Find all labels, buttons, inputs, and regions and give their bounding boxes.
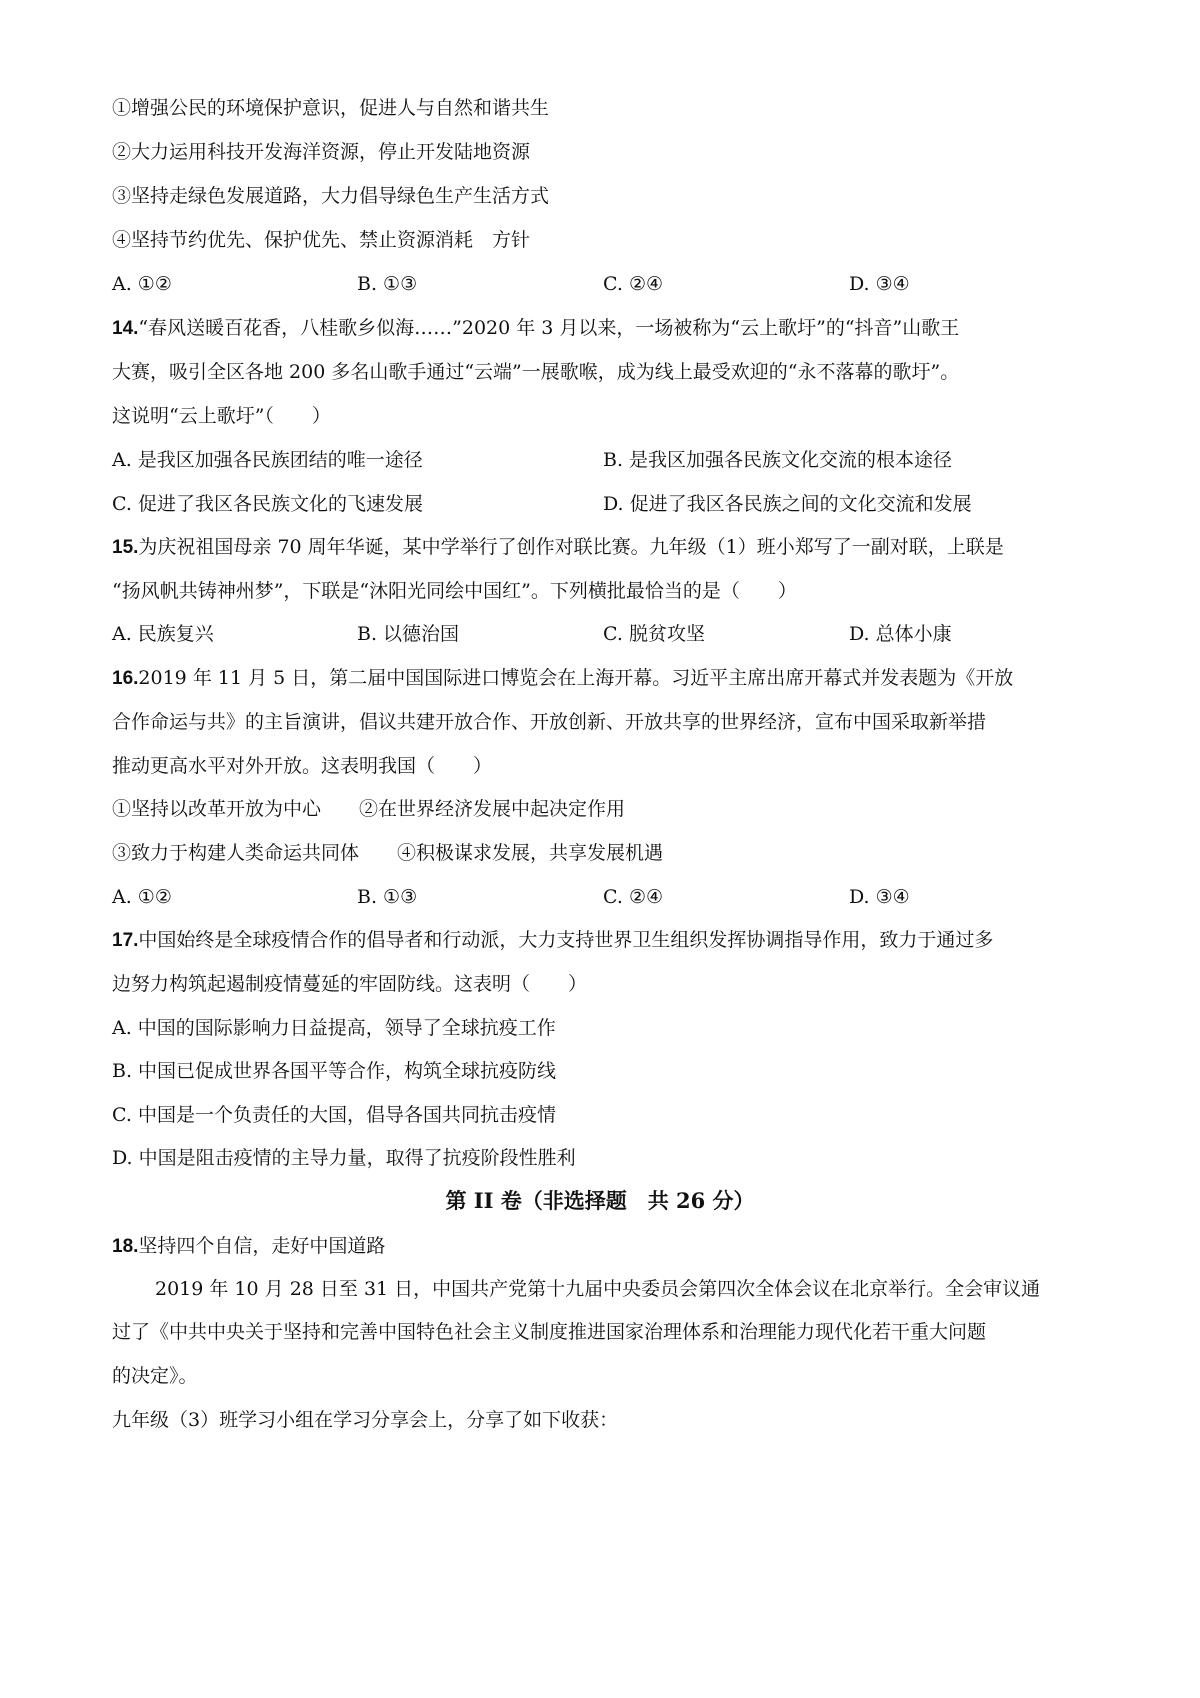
q17-stem-line-1 (112, 928, 993, 953)
q17-number: 17. (112, 930, 139, 951)
q15-stem-text-1: 为庆祝祖国母亲 70 周年华诞，某中学举行了创作对联比赛。九年级（1）班小郑写了一副对联，上联是 (138, 536, 1004, 558)
q18-title: 坚持四个自信，走好中国道路 (138, 1235, 386, 1257)
q17-option-a: A. 中国的国际影响力日益提高，领导了全球抗疫工作 (112, 1017, 556, 1039)
q13-option-b: B. ①③ (357, 273, 418, 295)
q18-title-line (112, 1234, 385, 1259)
q16-stem-text-1: 2019 年 11 月 5 日，第二届中国国际进口博览会在上海开幕。习近平主席出席开幕式并发表题为《开放 (138, 667, 1014, 689)
q14-stem-line-2: 大赛，吸引全区各地 200 多名山歌手通过“云端”一展歌喉，成为线上最受欢迎的“永不落幕的歌圩”。 (112, 361, 960, 383)
q13-option-a: A. ①② (112, 273, 172, 295)
q18-lead-line: 九年级（3）班学习小组在学习分享会上，分享了如下收获： (112, 1409, 619, 1431)
q14-stem-line-3: 这说明“云上歌圩”（ ） (112, 405, 331, 427)
q15-option-a: A. 民族复兴 (112, 623, 214, 645)
q13-item-2: ②大力运用科技开发海洋资源，停止开发陆地资源 (112, 141, 531, 163)
q14-stem-text-1: “春风送暖百花香，八桂歌乡似海……”2020 年 3 月以来，一场被称为“云上歌圩”的“抖音”山歌王 (138, 317, 960, 339)
q16-item-line-1: ①坚持以改革开放为中心 ②在世界经济发展中起决定作用 (112, 798, 626, 820)
q13-item-3: ③坚持走绿色发展道路，大力倡导绿色生产生活方式 (112, 185, 550, 207)
q17-option-c: C. 中国是一个负责任的大国，倡导各国共同抗击疫情 (112, 1104, 556, 1126)
q13-item-4: ④坚持节约优先、保护优先、禁止资源消耗 方针 (112, 229, 531, 251)
section-2-heading: 第 II 卷（非选择题 共 26 分） (445, 1188, 755, 1213)
q13-item-1: ①增强公民的环境保护意识，促进人与自然和谐共生 (112, 97, 550, 119)
q16-stem-line-3: 推动更高水平对外开放。这表明我国（ ） (112, 755, 493, 777)
q14-option-d: D. 促进了我区各民族之间的文化交流和发展 (603, 493, 972, 515)
q14-option-a: A. 是我区加强各民族团结的唯一途径 (112, 449, 423, 471)
q14-number: 14. (112, 318, 139, 339)
q15-option-d: D. 总体小康 (849, 623, 952, 645)
q14-stem-line-1 (112, 316, 959, 341)
q14-option-c: C. 促进了我区各民族文化的飞速发展 (112, 493, 423, 515)
q17-stem-text-1: 中国始终是全球疫情合作的倡导者和行动派，大力支持世界卫生组织发挥协调指导作用，致力于通过多 (138, 929, 994, 951)
q18-para-line-1: 2019 年 10 月 28 日至 31 日，中国共产党第十九届中央委员会第四次全体会议在北京举行。全会审议通 (155, 1278, 1041, 1300)
q18-para-line-2: 过了《中共中央关于坚持和完善中国特色社会主义制度推进国家治理体系和治理能力现代化若干重大问题 (112, 1321, 987, 1343)
q15-stem-line-1 (112, 535, 1004, 560)
q16-option-a: A. ①② (112, 886, 172, 908)
q13-option-c: C. ②④ (603, 273, 664, 295)
q18-number: 18. (112, 1236, 139, 1257)
q17-option-b: B. 中国已促成世界各国平等合作，构筑全球抗疫防线 (112, 1060, 557, 1082)
q16-number: 16. (112, 668, 139, 689)
q16-option-d: D. ③④ (849, 886, 910, 908)
q16-stem-line-1 (112, 666, 1013, 691)
q15-option-c: C. 脱贫攻坚 (603, 623, 705, 645)
q17-stem-line-2: 边努力构筑起遏制疫情蔓延的牢固防线。这表明（ ） (112, 973, 588, 995)
q14-option-b: B. 是我区加强各民族文化交流的根本途径 (603, 449, 953, 471)
q16-option-b: B. ①③ (357, 886, 418, 908)
q15-option-b: B. 以德治国 (357, 623, 460, 645)
q17-option-d: D. 中国是阻击疫情的主导力量，取得了抗疫阶段性胜利 (112, 1147, 576, 1169)
q16-option-c: C. ②④ (603, 886, 664, 908)
q13-option-d: D. ③④ (849, 273, 910, 295)
q16-item-line-2: ③致力于构建人类命运共同体 ④积极谋求发展，共享发展机遇 (112, 842, 664, 864)
q15-stem-line-2: “扬风帆共铸神州梦”，下联是“沐阳光同绘中国红”。下列横批最恰当的是（ ） (112, 580, 797, 602)
q16-stem-line-2: 合作命运与共》的主旨演讲，倡议共建开放合作、开放创新、开放共享的世界经济，宣布中国采取新举措 (112, 711, 987, 733)
q18-para-line-3: 的决定》。 (112, 1365, 198, 1387)
q15-number: 15. (112, 537, 139, 558)
